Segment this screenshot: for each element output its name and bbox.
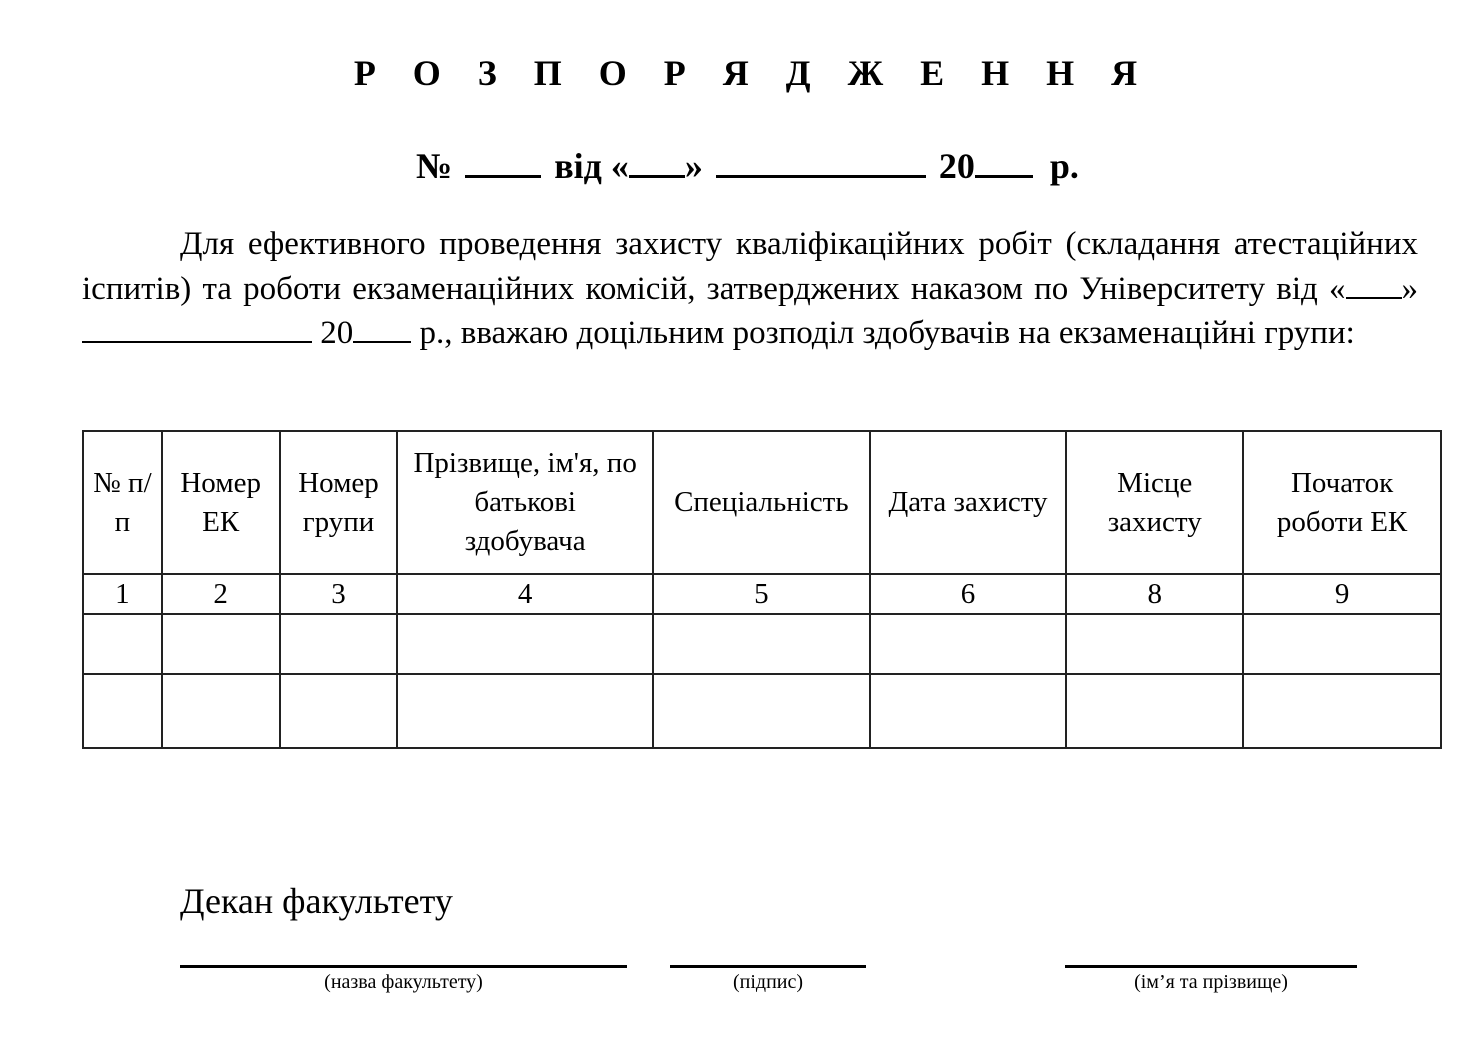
- quote-close: »: [684, 146, 703, 186]
- header-cell: Початок роботи ЕК: [1243, 431, 1441, 574]
- table-cell[interactable]: [1066, 614, 1243, 674]
- exam-groups-table: [82, 430, 1442, 749]
- order-year-field[interactable]: [353, 315, 411, 343]
- paragraph-text-1: Для ефективного проведення захисту кваліфікаційних робіт (складання атестаційних іспитів) та роботи екзаменаційних комісій, затверджених наказом по Університету від «: [82, 226, 1418, 307]
- document-title: Р О З П О Р Я Д Ж Е Н Н Я: [353, 53, 1152, 93]
- column-number: 8: [1066, 574, 1243, 614]
- table-header-row: [83, 431, 1441, 574]
- from-label: від: [554, 146, 602, 186]
- table-cell[interactable]: [280, 614, 398, 674]
- month-field[interactable]: [716, 143, 926, 178]
- order-day-field[interactable]: [1346, 271, 1402, 299]
- table-cell[interactable]: [83, 614, 162, 674]
- table-row: [83, 674, 1441, 748]
- name-line[interactable]: [1065, 965, 1357, 994]
- table-cell[interactable]: [1243, 614, 1441, 674]
- order-month-field[interactable]: [82, 315, 312, 343]
- table-cell[interactable]: [397, 614, 652, 674]
- column-number: 6: [870, 574, 1067, 614]
- table-cell[interactable]: [870, 674, 1067, 748]
- order-number-field[interactable]: [465, 143, 541, 178]
- column-number: 2: [162, 574, 280, 614]
- header-cell: Дата захисту: [870, 431, 1067, 574]
- day-field[interactable]: [629, 143, 685, 178]
- table-cell[interactable]: [397, 674, 652, 748]
- faculty-caption: (назва факультету): [324, 971, 483, 993]
- table-cell[interactable]: [1243, 674, 1441, 748]
- year-suffix: р.: [1049, 146, 1079, 186]
- header-cell: Прізвище, ім'я, по батькові здобувача: [397, 431, 652, 574]
- paragraph-quote-close: »: [1401, 270, 1418, 307]
- signature-line[interactable]: [670, 965, 866, 994]
- table-cell[interactable]: [280, 674, 398, 748]
- paragraph-year-prefix: 20: [320, 315, 354, 351]
- table-row: [83, 614, 1441, 674]
- year-field[interactable]: [975, 143, 1033, 178]
- table-cell[interactable]: [83, 674, 162, 748]
- order-number-line: [416, 143, 1079, 187]
- column-number: 5: [653, 574, 870, 614]
- table-cell[interactable]: [870, 614, 1067, 674]
- quote-open: «: [610, 146, 629, 186]
- body-paragraph: [82, 222, 1418, 356]
- header-cell: Номер групи: [280, 431, 398, 574]
- signature-caption: (підпис): [732, 971, 804, 993]
- dean-label: Декан факультету: [180, 881, 453, 921]
- year-prefix: 20: [938, 146, 975, 186]
- header-cell: Місце захисту: [1066, 431, 1243, 574]
- header-cell: Спеціальність: [653, 431, 870, 574]
- column-number: 9: [1243, 574, 1441, 614]
- column-number: 4: [397, 574, 652, 614]
- column-number-row: [83, 574, 1441, 614]
- column-number: 1: [83, 574, 162, 614]
- number-sign: №: [416, 146, 453, 186]
- name-caption: (ім’я та прізвище): [1134, 971, 1288, 993]
- table-cell[interactable]: [653, 614, 870, 674]
- table-cell[interactable]: [162, 614, 280, 674]
- paragraph-text-2: р., вважаю доцільним розподіл здобувачів на екзаменаційні групи:: [419, 315, 1355, 351]
- faculty-name-line[interactable]: [180, 965, 627, 994]
- table-cell[interactable]: [162, 674, 280, 748]
- column-number: 3: [280, 574, 398, 614]
- table-cell[interactable]: [653, 674, 870, 748]
- header-cell: Номер ЕК: [162, 431, 280, 574]
- table-cell[interactable]: [1066, 674, 1243, 748]
- header-cell: № п/п: [83, 431, 162, 574]
